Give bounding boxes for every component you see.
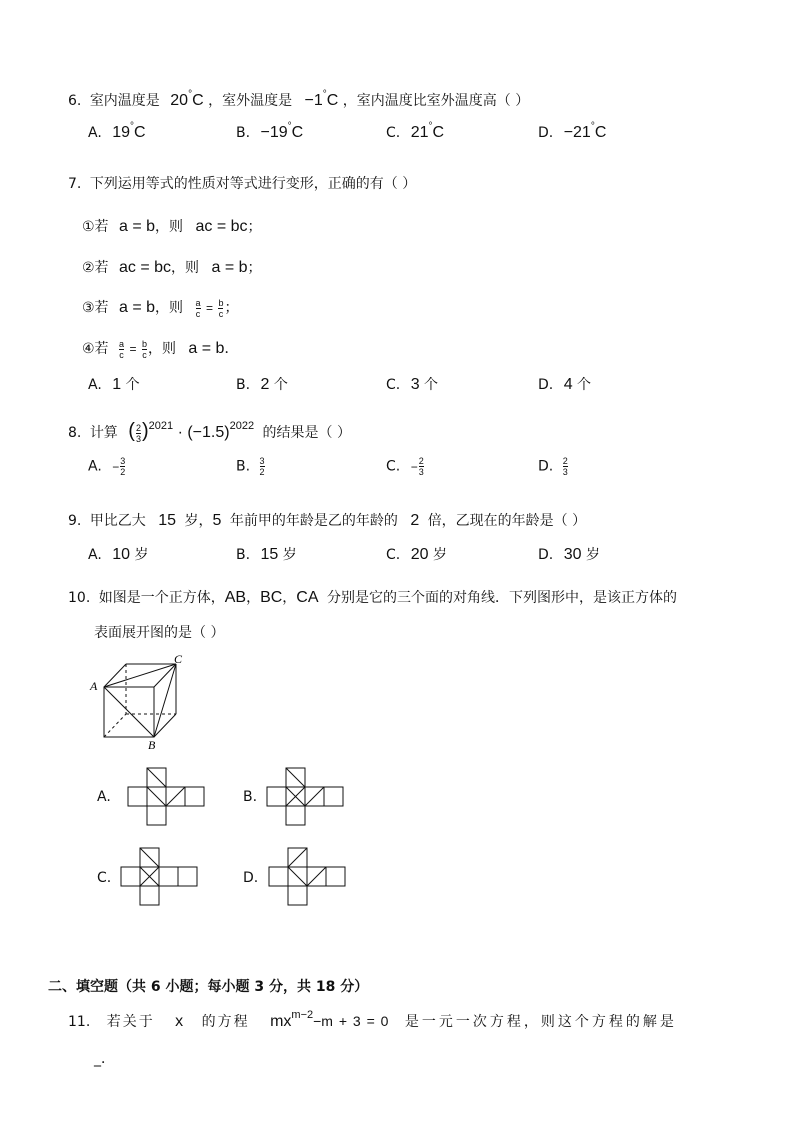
q7-number: 7.: [68, 176, 82, 192]
q9-option-b[interactable]: B. 15 岁: [236, 546, 297, 563]
cube-figure: [84, 652, 204, 752]
frac-a-over-c: $\frac{a}{c}$: [195, 297, 201, 319]
q7-option-d[interactable]: D. 4 个: [538, 376, 592, 393]
q8-option-b[interactable]: B. $\frac{3}{2}$: [236, 456, 265, 477]
q6-text-3: ，室内温度比室外温度高（ ）: [342, 93, 530, 109]
q10-number: 10.: [68, 590, 91, 606]
q10-option-c-label[interactable]: C.: [97, 870, 112, 886]
q7-text: 下列运用等式的性质对等式进行变形，正确的有（ ）: [89, 176, 417, 192]
q6-outdoor-temp: −1°C: [304, 89, 339, 109]
q7-option-c[interactable]: C. 3 个: [386, 376, 439, 393]
q10-option-b-net[interactable]: [266, 767, 346, 827]
q6-option-d[interactable]: D. −21°C: [538, 121, 607, 141]
frac-b-over-c: $\frac{b}{c}$: [218, 297, 224, 319]
q8-stem: 8. 计算 ( $\frac{2}{3}$ )$^{2021} \cdot (-1.5)^{2022}$ 的结果是（ ）: [68, 420, 351, 444]
q6-option-c[interactable]: C. 21°C: [386, 121, 445, 141]
q10-stem: 10. 如图是一个正方体，AB，BC，CA 分别是它的三个面的对角线．下列图形中，是该正方体的: [68, 589, 677, 606]
cube-label-c: C: [174, 652, 183, 666]
q8-option-a[interactable]: A. − $\frac{3}{2}$: [88, 456, 126, 477]
q10-option-a-net[interactable]: [127, 767, 207, 827]
q8-option-d[interactable]: D. $\frac{2}{3}$: [538, 456, 568, 477]
q10-option-d-net[interactable]: [268, 847, 348, 907]
frac-a-over-c: $\frac{a}{c}$: [119, 338, 125, 360]
q9-option-c[interactable]: C. 20 岁: [386, 546, 447, 563]
q6-stem: [68, 90, 529, 110]
q7-item-2: ②若 ac = bc，则 a = b；: [82, 259, 262, 276]
q8-power-1: ( $\frac{2}{3}$ )$^{2021}$: [128, 420, 174, 444]
q6-indoor-temp: 20°C: [170, 89, 204, 109]
q9-option-d[interactable]: D. 30 岁: [538, 546, 600, 563]
frac-b-over-c: $\frac{b}{c}$: [141, 338, 147, 360]
q6-text-1: 室内温度是: [89, 93, 160, 109]
q9-number: 9.: [68, 513, 82, 529]
q8-option-c[interactable]: C. − $\frac{2}{3}$: [386, 456, 424, 477]
section-2-title: 二、填空题（共 6 小题；每小题 3 分，共 18 分）: [48, 979, 369, 995]
q8-number: 8.: [68, 425, 82, 441]
q6-text-2: ，室外温度是: [208, 93, 293, 109]
q10-stem-line-2: 表面展开图的是（ ）: [94, 625, 225, 641]
q6-option-a[interactable]: A. 19°C: [88, 121, 146, 141]
q7-option-b[interactable]: B. 2 个: [236, 376, 288, 393]
q10-option-b-label[interactable]: B.: [243, 789, 258, 805]
q11-stem: 11. 若关于 x 的方程 $mx^{m-2}-m + 3 = 0$ 是一元一次方程，则这个方程的解是: [68, 1009, 677, 1030]
q10-option-d-label[interactable]: D.: [243, 870, 259, 886]
q6-option-b[interactable]: B. −19°C: [236, 121, 304, 141]
q11-answer-blank[interactable]: _．: [94, 1051, 115, 1067]
q7-item-1: ①若 a = b，则 ac = bc；: [82, 218, 262, 235]
q10-option-a-label[interactable]: A.: [97, 789, 111, 805]
q7-item-4: ④若 $\frac{a}{c}$ = $\frac{b}{c}$ ，则 a = b．: [82, 338, 239, 360]
q7-item-3: ③若 a = b，则 $\frac{a}{c}$ = $\frac{b}{c}$ ；: [82, 297, 239, 319]
q9-stem: 9. 甲比乙大 15 岁，5 年前甲的年龄是乙的年龄的 2 倍，乙现在的年龄是（ ）: [68, 512, 587, 529]
q6-number: 6.: [68, 93, 82, 109]
q7-option-a[interactable]: A. 1 个: [88, 376, 140, 393]
q9-option-a[interactable]: A. 10 岁: [88, 546, 149, 563]
cube-label-a: A: [90, 679, 98, 693]
q10-option-c-net[interactable]: [120, 847, 200, 907]
q7-stem: [68, 173, 416, 193]
cube-label-b: B: [148, 738, 156, 752]
q11-number: 11.: [68, 1014, 91, 1030]
